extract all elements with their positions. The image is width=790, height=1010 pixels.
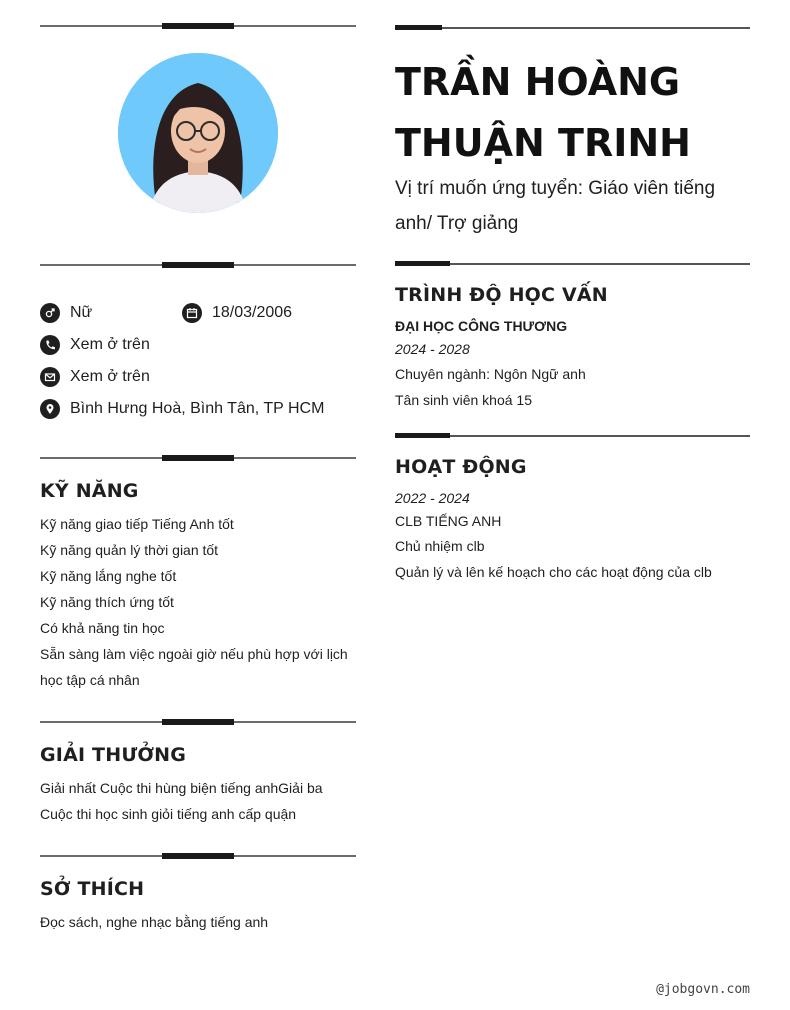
email-icon [40,367,60,387]
desired-position: Vị trí muốn ứng tuyển: Giáo viên tiếng anh/ Trợ giảng [395,178,716,234]
skills-divider [40,455,356,461]
location-icon [40,399,60,419]
activities-divider [395,433,750,438]
watermark: @jobgovn.com [656,982,750,997]
phone-value: Xem ở trên [70,336,150,353]
skill-item: Kỹ năng lắng nghe tốt [40,568,177,584]
skill-item: Sẵn sàng làm việc ngoài giờ nếu phù hợp với lịch học tập cá nhân [40,646,348,688]
top-left-divider [40,23,356,29]
gender-icon [40,303,60,323]
avatar-portrait-icon [118,53,278,213]
email-value: Xem ở trên [70,368,150,385]
address-value: Bình Hưng Hoà, Bình Tân, TP HCM [70,400,325,417]
awards-text: Giải nhất Cuộc thi hùng biện tiếng anhGiải ba Cuộc thi học sinh giỏi tiếng anh cấp quận [40,780,323,822]
phone-row [40,335,150,355]
awards-divider [40,719,356,725]
avatar [118,53,278,213]
email-row [40,367,150,387]
education-note: Tân sinh viên khoá 15 [395,392,532,408]
phone-icon [40,335,60,355]
activities-role: Chủ nhiệm clb [395,538,485,554]
birthday-row [182,303,292,323]
skills-list [40,511,356,693]
hobbies-text: Đọc sách, nghe nhạc bằng tiếng anh [40,914,269,930]
education-major: Chuyên ngành: Ngôn Ngữ anh [395,366,586,382]
birthday-value: 18/03/2006 [212,304,293,321]
activities-title: HOẠT ĐỘNG [395,456,527,478]
skill-item: Kỹ năng quản lý thời gian tốt [40,542,219,558]
candidate-name: TRẦN HOÀNG THUẬN TRINH [395,60,691,165]
activities-desc: Quản lý và lên kế hoạch cho các hoạt động của clb [395,564,712,580]
info-divider [40,262,356,268]
education-period: 2024 - 2028 [395,341,470,357]
education-divider [395,261,750,266]
skill-item: Kỹ năng giao tiếp Tiếng Anh tốt [40,516,234,532]
activities-org: CLB TIẾNG ANH [395,513,502,529]
activities-period: 2022 - 2024 [395,490,470,506]
hobbies-title: SỞ THÍCH [40,878,145,900]
calendar-icon [182,303,202,323]
education-school: ĐẠI HỌC CÔNG THƯƠNG [395,318,568,334]
address-row [40,399,324,419]
hobbies-divider [40,853,356,859]
education-title: TRÌNH ĐỘ HỌC VẤN [395,284,608,306]
awards-title: GIẢI THƯỞNG [40,744,187,766]
top-right-divider [395,25,750,30]
skills-title: KỸ NĂNG [40,480,139,502]
gender-row [40,303,92,323]
skill-item: Kỹ năng thích ứng tốt [40,594,174,610]
gender-value: Nữ [70,304,93,321]
skill-item: Có khả năng tin học [40,620,165,636]
